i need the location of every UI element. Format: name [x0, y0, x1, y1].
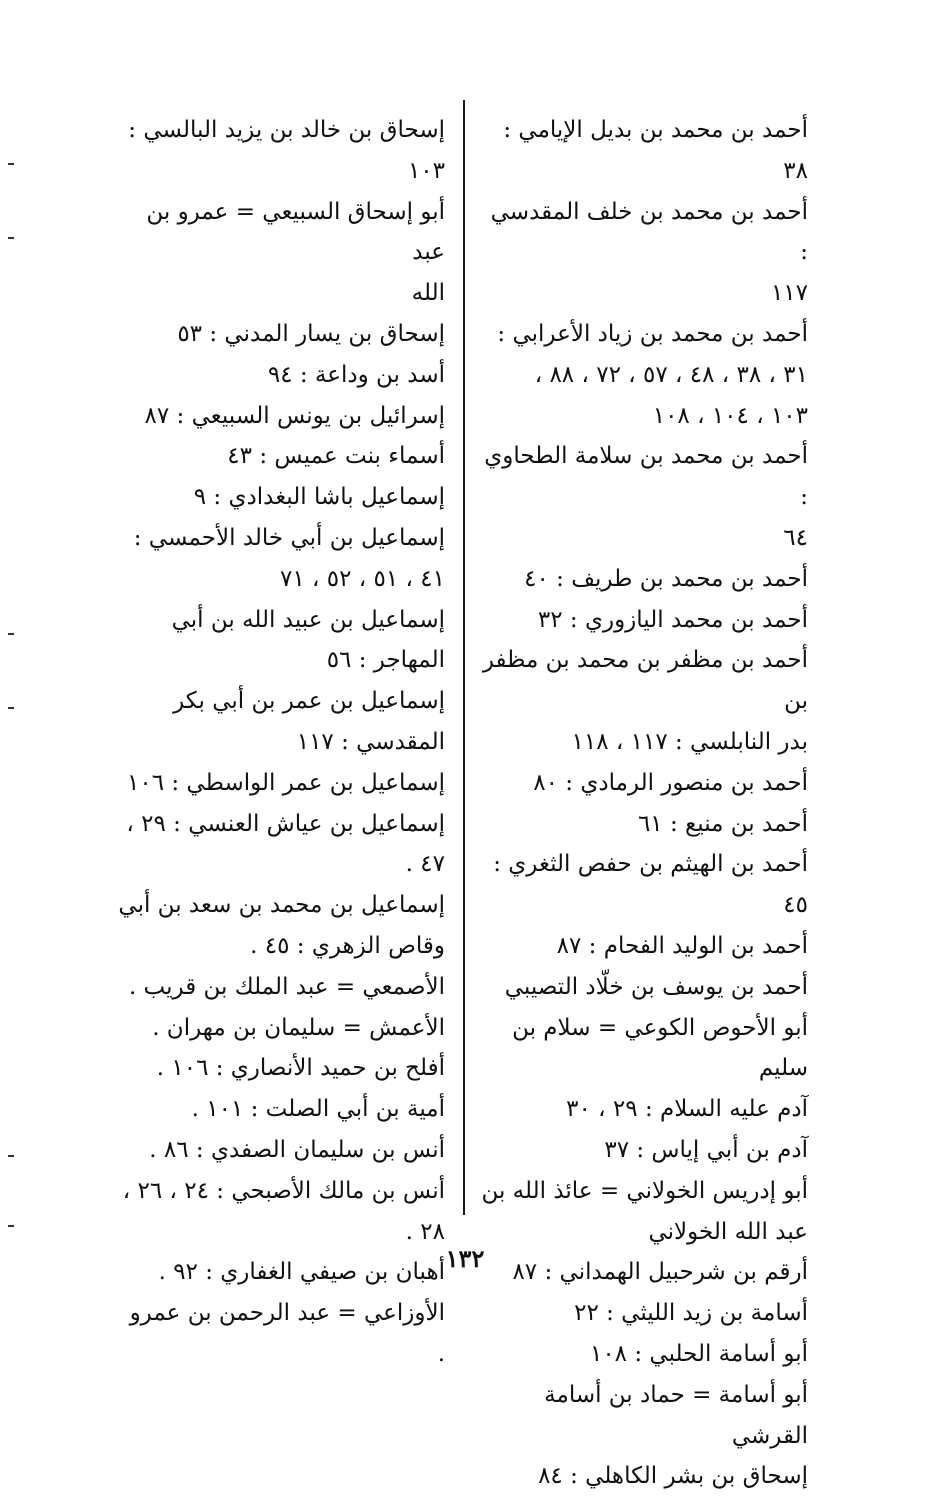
scan-mark: [8, 633, 14, 635]
index-entry-line: الأصمعي = عبد الملك بن قريب .: [128, 973, 445, 1000]
index-entry-line: إسماعيل باشا البغدادي : ٩: [193, 484, 445, 511]
index-entry-line: ١٠٣: [407, 157, 445, 184]
index-entry-line: أهبان بن صيفي الغفاري : ٩٢ .: [158, 1259, 445, 1286]
index-entry-line: أحمد بن الهيثم بن حفص الثغري :: [493, 851, 808, 878]
index-entry-line: إسرائيل بن يونس السبيعي : ٨٧: [144, 402, 445, 429]
index-entry-line: أحمد بن مظفر بن محمد بن مظفر بن: [482, 647, 808, 715]
index-entry-line: ١١٧: [770, 280, 808, 307]
index-entry-line: أحمد بن منصور الرمادي : ٨٠: [533, 769, 808, 796]
index-entry-line: أحمد بن يوسف بن خلّاد التصيبي: [504, 973, 808, 1000]
index-entry-line: أبو الأحوص الكوعي = سلام بن سليم: [512, 1014, 808, 1082]
index-entry-line: أبو أسامة = حماد بن أسامة القرشي: [544, 1381, 808, 1449]
index-entry-line: أنس بن مالك الأصبحي : ٢٤ ، ٢٦ ،: [122, 1177, 445, 1204]
index-entry-line: إسماعيل بن أبي خالد الأحمسي :: [133, 524, 445, 551]
index-entry-line: إسماعيل بن عمر الواسطي : ١٠٦: [126, 769, 445, 796]
index-entry-line: إسحاق بن خالد بن يزيد البالسي :: [128, 117, 445, 143]
index-entry-line: ٤١ ، ٥١ ، ٥٢ ، ٧١: [279, 565, 445, 592]
scan-mark: [8, 1155, 14, 1157]
index-entry-line: أبو أسامة الحلبي : ١٠٨: [589, 1340, 808, 1367]
index-entry-line: أحمد بن منيع : ٦١: [637, 810, 808, 837]
column-divider: [463, 100, 465, 1215]
index-entry-line: إسماعيل بن عبيد الله بن أبي: [171, 606, 445, 633]
index-entry-line: أنس بن سليمان الصفدي : ٨٦ .: [149, 1136, 445, 1163]
index-entry-line: أحمد بن محمد بن طريف : ٤٠: [524, 565, 808, 592]
scan-mark: [8, 163, 14, 165]
index-entry-line: آدم عليه السلام : ٢٩ ، ٣٠: [566, 1096, 808, 1123]
index-entry-line: أفلح بن حميد الأنصاري : ١٠٦ .: [156, 1055, 445, 1082]
index-entry-line: أحمد بن الوليد الفحام : ٨٧: [556, 932, 808, 959]
index-entry-line: الأعمش = سليمان بن مهران .: [152, 1014, 445, 1041]
index-entry-line: بدر النابلسي : ١١٧ ، ١١٨: [571, 728, 808, 755]
index-entry-line: أحمد بن محمد اليازوري : ٣٢: [537, 606, 808, 633]
index-entry-line: أبو إدريس الخولاني = عائذ الله بن: [481, 1177, 808, 1204]
scan-mark: [8, 237, 14, 239]
index-column-right: [478, 110, 808, 1497]
index-entry-line: إسماعيل بن محمد بن سعد بن أبي: [118, 892, 445, 919]
page-number: ١٣٢: [445, 1244, 485, 1273]
scan-mark: [8, 707, 14, 709]
index-entry-line: إسماعيل بن عمر بن أبي بكر: [173, 688, 445, 715]
index-column-left: [115, 110, 445, 1375]
scan-mark: [8, 1225, 14, 1227]
index-entry-line: ٣١ ، ٣٨ ، ٤٨ ، ٥٧ ، ٧٢ ، ٨٨ ،: [534, 361, 808, 388]
index-entry-line: آدم بن أبي إياس : ٣٧: [604, 1136, 808, 1163]
index-entry-line: ٤٧ .: [405, 851, 445, 878]
index-entry-line: الله: [411, 280, 445, 307]
index-entry-line: أحمد بن محمد بن بديل الإيامي : ٣٨: [503, 117, 808, 184]
index-entry-line: الأوزاعي = عبد الرحمن بن عمرو .: [129, 1300, 445, 1367]
index-entry-line: أرقم بن شرحبيل الهمداني : ٨٧: [512, 1259, 808, 1286]
index-entry-line: المقدسي : ١١٧: [296, 728, 445, 755]
index-entry-line: أحمد بن محمد بن زياد الأعرابي :: [497, 320, 808, 347]
index-entry-line: أسامة بن زيد الليثي : ٢٢: [574, 1300, 808, 1327]
index-entry-line: وقاص الزهري : ٤٥ .: [250, 932, 445, 959]
index-entry-line: أحمد بن محمد بن سلامة الطحاوي :: [484, 443, 808, 511]
index-entry-line: عبد الله الخولاني: [648, 1218, 808, 1245]
index-entry-line: إسحاق بن يسار المدني : ٥٣: [177, 320, 445, 347]
index-entry-line: ١٠٣ ، ١٠٤ ، ١٠٨: [652, 402, 808, 429]
index-entry-line: أسماء بنت عميس : ٤٣: [227, 443, 445, 470]
index-entry-line: أحمد بن محمد بن خلف المقدسي :: [490, 198, 808, 266]
index-entry-line: أمية بن أبي الصلت : ١٠١ .: [191, 1096, 445, 1123]
index-entry-line: أبو إسحاق السبيعي = عمرو بن عبد: [146, 198, 445, 266]
index-entry-line: ٢٨ .: [405, 1218, 445, 1245]
index-entry-line: أسد بن وداعة : ٩٤: [267, 361, 445, 388]
index-entry-line: إسماعيل بن عياش العنسي : ٢٩ ،: [126, 810, 445, 837]
index-entry-line: إسحاق بن بشر الكاهلي : ٨٤: [538, 1463, 808, 1490]
index-entry-line: ٦٤: [783, 524, 808, 551]
index-entry-line: المهاجر : ٥٦: [326, 647, 445, 674]
index-entry-line: ٤٥: [783, 892, 808, 919]
